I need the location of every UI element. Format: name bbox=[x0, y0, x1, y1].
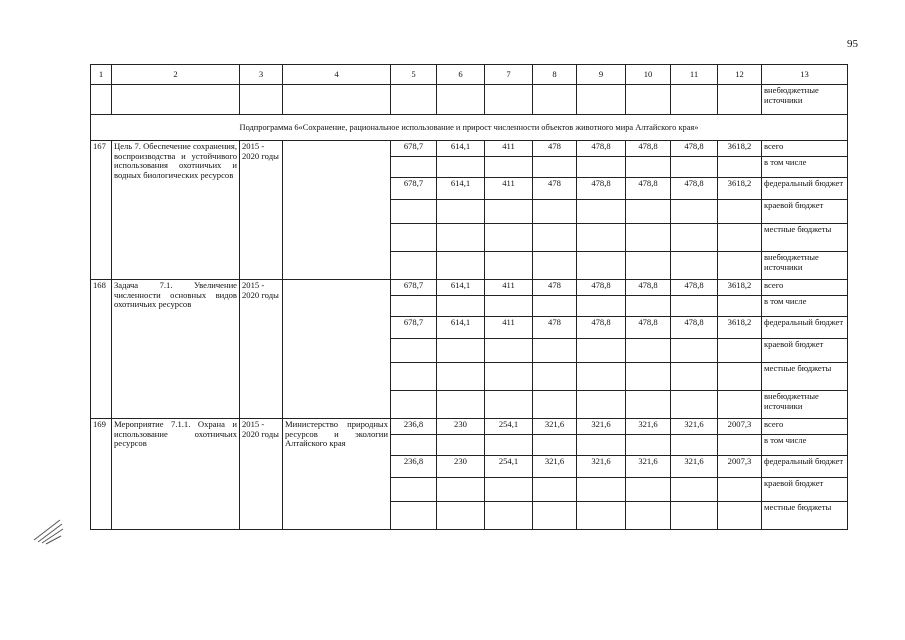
value-cell bbox=[533, 252, 577, 280]
value-cell: 411 bbox=[485, 178, 533, 200]
value-cell: 321,6 bbox=[533, 456, 577, 478]
value-cell bbox=[626, 435, 671, 456]
column-header: 6 bbox=[437, 65, 485, 85]
funding-source-cell: краевой бюджет bbox=[762, 339, 848, 363]
value-cell bbox=[391, 435, 437, 456]
value-cell bbox=[437, 339, 485, 363]
column-header: 7 bbox=[485, 65, 533, 85]
value-cell bbox=[485, 157, 533, 178]
value-cell bbox=[626, 252, 671, 280]
empty-cell bbox=[718, 85, 762, 115]
value-cell: 321,6 bbox=[533, 419, 577, 435]
row-number: 168 bbox=[91, 280, 112, 419]
executor: Министерство природных ресурсов и экологии Алтайского края bbox=[283, 419, 391, 530]
value-cell bbox=[626, 224, 671, 252]
funding-source-cell: краевой бюджет bbox=[762, 200, 848, 224]
value-cell bbox=[391, 224, 437, 252]
value-cell bbox=[577, 296, 626, 317]
funding-source-cell: федеральный бюджет bbox=[762, 456, 848, 478]
value-cell: 478 bbox=[533, 178, 577, 200]
value-cell bbox=[533, 224, 577, 252]
value-cell bbox=[437, 435, 485, 456]
funding-source-cell: всего bbox=[762, 141, 848, 157]
table-row bbox=[91, 280, 848, 296]
column-header: 11 bbox=[671, 65, 718, 85]
value-cell: 478,8 bbox=[671, 317, 718, 339]
value-cell: 321,6 bbox=[671, 419, 718, 435]
empty-cell bbox=[485, 85, 533, 115]
value-cell: 678,7 bbox=[391, 141, 437, 157]
value-cell: 478,8 bbox=[671, 280, 718, 296]
value-cell bbox=[671, 296, 718, 317]
value-cell bbox=[533, 200, 577, 224]
funding-source-cell: в том числе bbox=[762, 435, 848, 456]
row-number: 167 bbox=[91, 141, 112, 280]
value-cell bbox=[391, 478, 437, 502]
row-number: 169 bbox=[91, 419, 112, 530]
funding-source-cell: местные бюджеты bbox=[762, 363, 848, 391]
value-cell bbox=[485, 224, 533, 252]
value-cell: 478,8 bbox=[626, 280, 671, 296]
column-header: 2 bbox=[112, 65, 240, 85]
value-cell bbox=[391, 157, 437, 178]
value-cell bbox=[671, 435, 718, 456]
empty-cell bbox=[283, 85, 391, 115]
value-cell: 230 bbox=[437, 419, 485, 435]
value-cell: 478,8 bbox=[626, 317, 671, 339]
value-cell: 614,1 bbox=[437, 141, 485, 157]
value-cell bbox=[671, 224, 718, 252]
period: 2015 - 2020 годы bbox=[240, 280, 283, 419]
value-cell bbox=[626, 391, 671, 419]
funding-source-cell: всего bbox=[762, 419, 848, 435]
value-cell bbox=[718, 363, 762, 391]
empty-cell bbox=[577, 85, 626, 115]
item-name: Задача 7.1. Увеличение численности основных видов охотничьих ресурсов bbox=[112, 280, 240, 419]
funding-source-cell: краевой бюджет bbox=[762, 478, 848, 502]
value-cell bbox=[718, 296, 762, 317]
column-header: 1 bbox=[91, 65, 112, 85]
value-cell bbox=[391, 391, 437, 419]
value-cell: 3618,2 bbox=[718, 280, 762, 296]
funding-source-cell: федеральный бюджет bbox=[762, 178, 848, 200]
empty-cell bbox=[240, 85, 283, 115]
funding-source-cell: в том числе bbox=[762, 296, 848, 317]
item-name: Мероприятие 7.1.1. Охрана и использование охотничьих ресурсов bbox=[112, 419, 240, 530]
subprogram-title: Подпрограмма 6«Сохранение, рациональное использование и прирост численности объектов животного мира Алтайского края» bbox=[91, 115, 848, 141]
subprogram-row bbox=[91, 115, 848, 141]
value-cell bbox=[533, 363, 577, 391]
value-cell bbox=[718, 157, 762, 178]
value-cell bbox=[577, 200, 626, 224]
value-cell bbox=[437, 296, 485, 317]
value-cell: 478,8 bbox=[626, 178, 671, 200]
budget-table bbox=[90, 64, 848, 530]
value-cell bbox=[533, 435, 577, 456]
value-cell: 478,8 bbox=[671, 178, 718, 200]
value-cell bbox=[437, 502, 485, 530]
value-cell bbox=[577, 435, 626, 456]
executor bbox=[283, 141, 391, 280]
value-cell: 614,1 bbox=[437, 317, 485, 339]
value-cell bbox=[391, 252, 437, 280]
column-header: 3 bbox=[240, 65, 283, 85]
value-cell bbox=[718, 478, 762, 502]
table-row bbox=[91, 419, 848, 435]
value-cell bbox=[671, 391, 718, 419]
value-cell bbox=[671, 502, 718, 530]
column-header: 4 bbox=[283, 65, 391, 85]
value-cell bbox=[391, 363, 437, 391]
value-cell bbox=[485, 296, 533, 317]
value-cell bbox=[533, 296, 577, 317]
funding-source-cell: всего bbox=[762, 280, 848, 296]
value-cell: 411 bbox=[485, 280, 533, 296]
value-cell bbox=[577, 391, 626, 419]
value-cell: 3618,2 bbox=[718, 141, 762, 157]
column-header: 13 bbox=[762, 65, 848, 85]
value-cell: 478,8 bbox=[626, 141, 671, 157]
value-cell bbox=[626, 200, 671, 224]
value-cell: 678,7 bbox=[391, 178, 437, 200]
column-header: 12 bbox=[718, 65, 762, 85]
empty-cell bbox=[626, 85, 671, 115]
empty-cell bbox=[91, 85, 112, 115]
item-name: Цель 7. Обеспечение сохранения, воспроизводства и устойчивого использования охотничьих и водных биологических ресурсов bbox=[112, 141, 240, 280]
value-cell: 236,8 bbox=[391, 456, 437, 478]
value-cell bbox=[626, 478, 671, 502]
value-cell bbox=[485, 478, 533, 502]
funding-source-cell: местные бюджеты bbox=[762, 502, 848, 530]
value-cell bbox=[437, 391, 485, 419]
value-cell bbox=[485, 391, 533, 419]
value-cell bbox=[671, 339, 718, 363]
value-cell bbox=[577, 339, 626, 363]
value-cell: 411 bbox=[485, 141, 533, 157]
column-header: 10 bbox=[626, 65, 671, 85]
funding-source-cell: внебюджетные источники bbox=[762, 85, 848, 115]
value-cell: 678,7 bbox=[391, 280, 437, 296]
value-cell bbox=[533, 502, 577, 530]
value-cell bbox=[485, 502, 533, 530]
value-cell bbox=[718, 224, 762, 252]
value-cell bbox=[718, 252, 762, 280]
value-cell: 614,1 bbox=[437, 178, 485, 200]
table-row bbox=[91, 141, 848, 157]
value-cell: 321,6 bbox=[626, 419, 671, 435]
value-cell bbox=[626, 296, 671, 317]
column-header: 8 bbox=[533, 65, 577, 85]
value-cell bbox=[391, 339, 437, 363]
value-cell: 3618,2 bbox=[718, 178, 762, 200]
value-cell: 230 bbox=[437, 456, 485, 478]
value-cell: 478 bbox=[533, 280, 577, 296]
value-cell bbox=[577, 157, 626, 178]
page-number: 95 bbox=[847, 38, 858, 50]
value-cell: 478,8 bbox=[577, 178, 626, 200]
period: 2015 - 2020 годы bbox=[240, 141, 283, 280]
value-cell bbox=[533, 478, 577, 502]
empty-cell bbox=[112, 85, 240, 115]
value-cell: 411 bbox=[485, 317, 533, 339]
value-cell: 321,6 bbox=[577, 419, 626, 435]
empty-cell bbox=[437, 85, 485, 115]
value-cell bbox=[437, 200, 485, 224]
executor bbox=[283, 280, 391, 419]
value-cell bbox=[533, 157, 577, 178]
value-cell bbox=[577, 478, 626, 502]
empty-cell bbox=[391, 85, 437, 115]
value-cell bbox=[718, 200, 762, 224]
value-cell bbox=[437, 478, 485, 502]
value-cell bbox=[718, 502, 762, 530]
value-cell: 321,6 bbox=[577, 456, 626, 478]
period: 2015 - 2020 годы bbox=[240, 419, 283, 530]
value-cell bbox=[437, 157, 485, 178]
value-cell bbox=[391, 502, 437, 530]
value-cell bbox=[718, 435, 762, 456]
value-cell: 2007,3 bbox=[718, 419, 762, 435]
value-cell: 321,6 bbox=[626, 456, 671, 478]
value-cell bbox=[485, 252, 533, 280]
value-cell: 678,7 bbox=[391, 317, 437, 339]
value-cell bbox=[485, 363, 533, 391]
value-cell bbox=[577, 363, 626, 391]
value-cell bbox=[671, 252, 718, 280]
value-cell bbox=[485, 435, 533, 456]
value-cell bbox=[577, 224, 626, 252]
value-cell bbox=[718, 339, 762, 363]
value-cell: 3618,2 bbox=[718, 317, 762, 339]
value-cell bbox=[485, 200, 533, 224]
value-cell: 321,6 bbox=[671, 456, 718, 478]
value-cell bbox=[485, 339, 533, 363]
value-cell: 254,1 bbox=[485, 419, 533, 435]
value-cell: 614,1 bbox=[437, 280, 485, 296]
empty-cell bbox=[671, 85, 718, 115]
value-cell bbox=[626, 339, 671, 363]
value-cell bbox=[671, 363, 718, 391]
empty-cell bbox=[533, 85, 577, 115]
value-cell bbox=[671, 478, 718, 502]
value-cell: 2007,3 bbox=[718, 456, 762, 478]
value-cell bbox=[626, 502, 671, 530]
value-cell bbox=[718, 391, 762, 419]
value-cell: 478 bbox=[533, 141, 577, 157]
value-cell: 478,8 bbox=[671, 141, 718, 157]
header-row bbox=[91, 65, 848, 85]
value-cell bbox=[391, 200, 437, 224]
value-cell: 478,8 bbox=[577, 141, 626, 157]
value-cell bbox=[626, 363, 671, 391]
funding-source-cell: местные бюджеты bbox=[762, 224, 848, 252]
value-cell bbox=[671, 200, 718, 224]
funding-source-cell: внебюджетные источники bbox=[762, 391, 848, 419]
funding-source-cell: федеральный бюджет bbox=[762, 317, 848, 339]
value-cell: 478,8 bbox=[577, 317, 626, 339]
value-cell bbox=[437, 363, 485, 391]
value-cell bbox=[437, 224, 485, 252]
handwritten-mark bbox=[30, 512, 66, 548]
column-header: 5 bbox=[391, 65, 437, 85]
value-cell: 478 bbox=[533, 317, 577, 339]
value-cell: 236,8 bbox=[391, 419, 437, 435]
funding-source-cell: в том числе bbox=[762, 157, 848, 178]
value-cell bbox=[577, 502, 626, 530]
column-header: 9 bbox=[577, 65, 626, 85]
value-cell bbox=[391, 296, 437, 317]
value-cell bbox=[437, 252, 485, 280]
value-cell: 478,8 bbox=[577, 280, 626, 296]
value-cell bbox=[626, 157, 671, 178]
value-cell bbox=[671, 157, 718, 178]
value-cell: 254,1 bbox=[485, 456, 533, 478]
funding-source-cell: внебюджетные источники bbox=[762, 252, 848, 280]
continuation-row bbox=[91, 85, 848, 115]
value-cell bbox=[533, 339, 577, 363]
value-cell bbox=[533, 391, 577, 419]
value-cell bbox=[577, 252, 626, 280]
